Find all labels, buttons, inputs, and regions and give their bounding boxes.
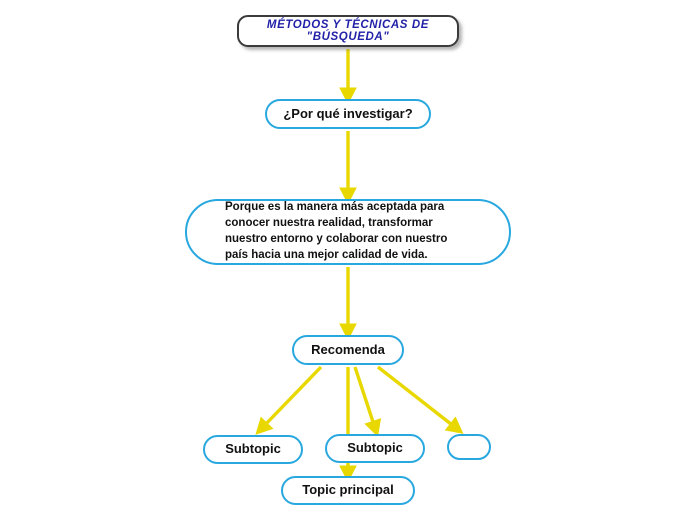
node-recomienda-label: Recomenda — [311, 341, 385, 357]
edge-recomienda-to-subtopic-2 — [355, 367, 375, 428]
node-answer-line-2: conocer nuestra realidad, transformar — [225, 217, 433, 230]
node-answer-line-1: Porque es la manera más aceptada para — [225, 201, 445, 214]
node-empty[interactable] — [447, 434, 491, 460]
edge-recomienda-to-empty-node — [378, 367, 456, 428]
node-recomienda[interactable] — [292, 335, 404, 365]
node-title[interactable] — [237, 15, 459, 47]
node-topic-principal[interactable] — [281, 476, 415, 505]
node-question[interactable] — [265, 99, 431, 129]
node-subtopic-1[interactable] — [203, 435, 303, 464]
node-answer-line-3: nuestro entorno y colaborar con nuestro — [225, 233, 448, 245]
node-subtopic-1-label: Subtopic — [225, 441, 281, 457]
node-answer-text — [225, 200, 447, 263]
node-answer-line-4: país hacia una mejor calidad de vida. — [225, 248, 428, 261]
node-subtopic-2[interactable] — [325, 434, 425, 463]
node-topic-principal-label: Topic principal — [302, 482, 394, 498]
node-title-label: MÉTODOS Y TÉCNICAS DE "BÚSQUEDA" — [266, 19, 430, 43]
node-answer[interactable] — [185, 199, 511, 265]
node-question-label: ¿Por qué investigar? — [283, 105, 413, 121]
node-subtopic-2-label: Subtopic — [347, 440, 403, 456]
edge-recomienda-to-subtopic-1 — [262, 367, 321, 428]
